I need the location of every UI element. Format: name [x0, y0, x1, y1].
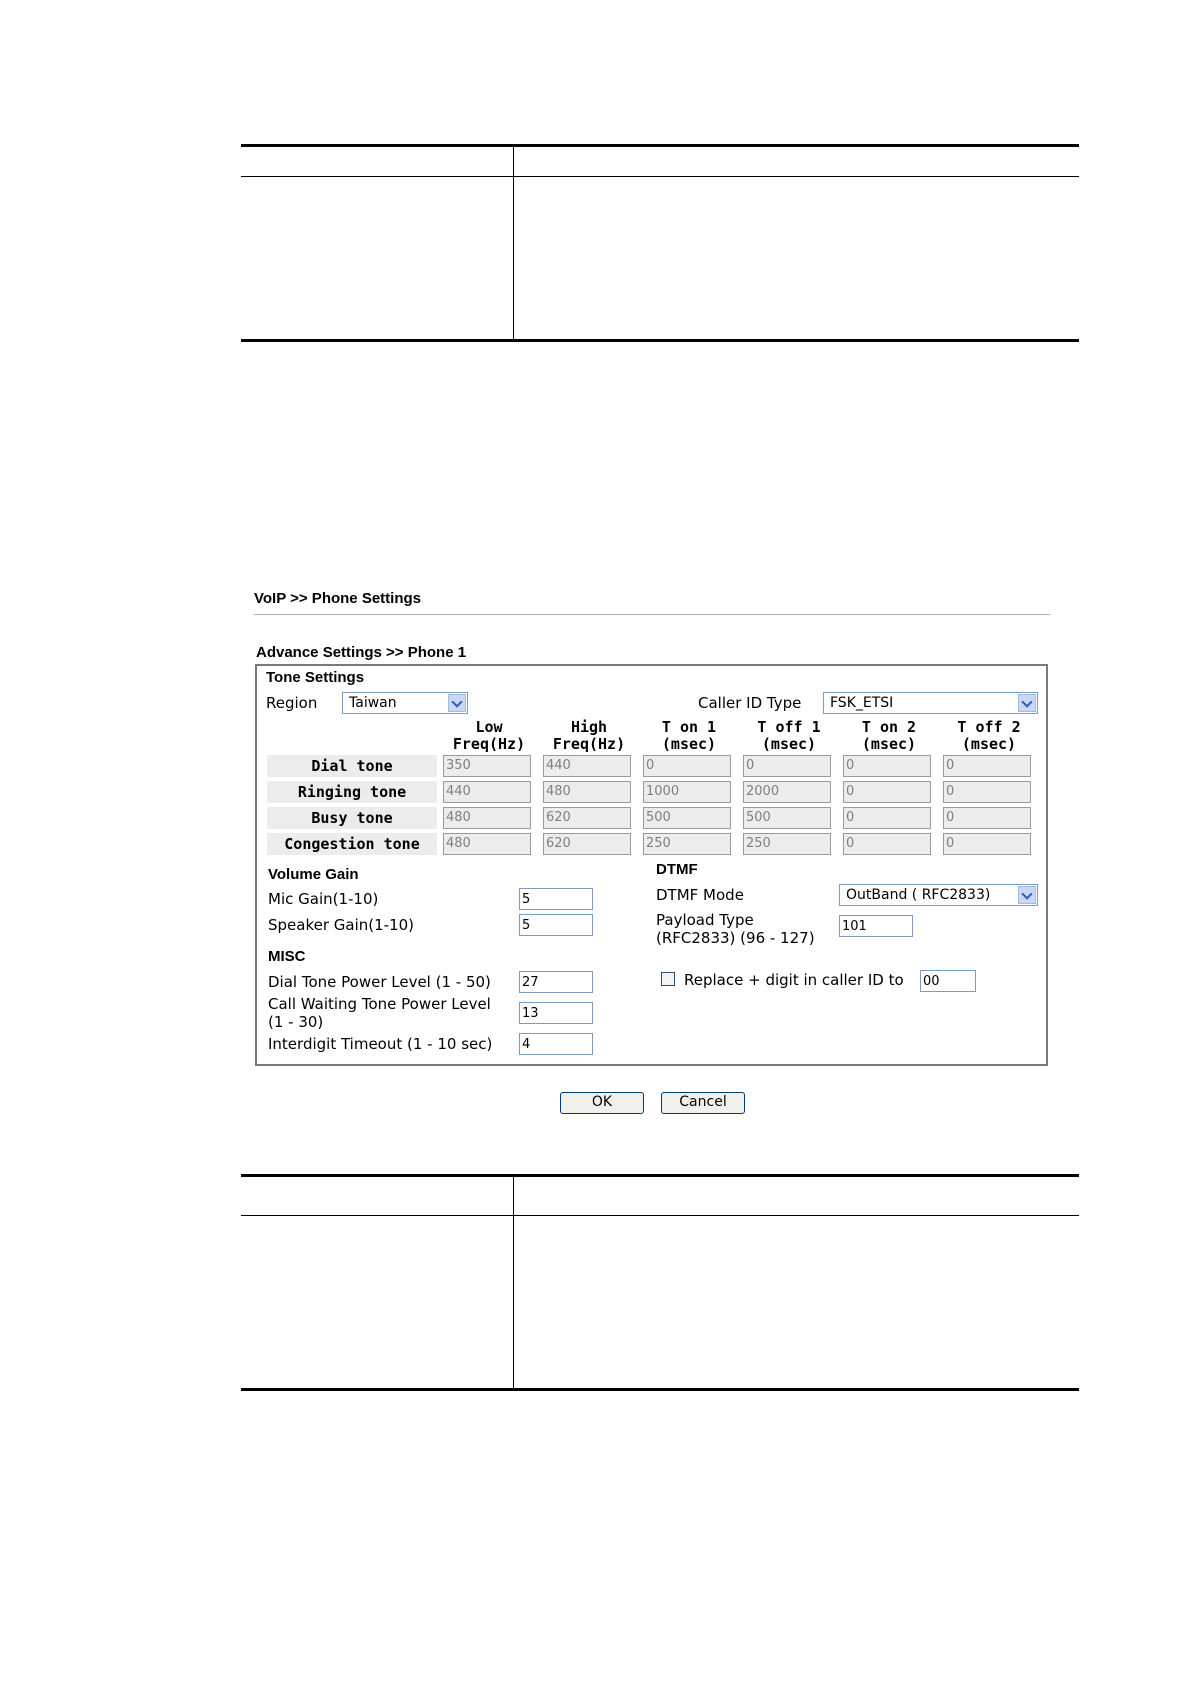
- row-label-dial-tone: Dial tone: [267, 755, 437, 777]
- caller-id-type-label: Caller ID Type: [698, 694, 802, 712]
- ringing-tone-t-off-2-input[interactable]: 0: [943, 781, 1031, 803]
- ringing-tone-low-freq-input[interactable]: 440: [443, 781, 531, 803]
- dtmf-mode-value: OutBand ( RFC2833): [846, 887, 991, 903]
- dial-tone-t-off-2-input[interactable]: 0: [943, 755, 1031, 777]
- column-header-t-on-2: T on 2 (msec): [861, 718, 917, 753]
- ringing-tone-high-freq-input[interactable]: 480: [543, 781, 631, 803]
- doc-table-column-divider: [513, 1177, 514, 1388]
- busy-tone-t-on-2-input[interactable]: 0: [843, 807, 931, 829]
- region-value: Taiwan: [349, 695, 397, 711]
- doc-table-header-rule: [241, 176, 1079, 177]
- busy-tone-t-off-1-input[interactable]: 500: [743, 807, 831, 829]
- speaker-gain-input[interactable]: 5: [519, 914, 593, 936]
- dial-tone-low-freq-input[interactable]: 350: [443, 755, 531, 777]
- replace-digit-checkbox[interactable]: [661, 972, 675, 986]
- dial-tone-t-on-1-input[interactable]: 0: [643, 755, 731, 777]
- interdigit-timeout-input[interactable]: 4: [519, 1033, 593, 1055]
- chevron-down-icon[interactable]: [448, 694, 466, 712]
- caller-id-type-select[interactable]: [823, 692, 1038, 714]
- page-title: VoIP >> Phone Settings: [254, 590, 421, 607]
- column-header-t-off-1: T off 1 (msec): [757, 718, 821, 753]
- tone-settings-title: Tone Settings: [266, 669, 365, 686]
- doc-table-bottom: [241, 1174, 1079, 1391]
- mic-gain-label: Mic Gain(1-10): [268, 890, 379, 908]
- row-label-busy-tone: Busy tone: [267, 807, 437, 829]
- dtmf-title: DTMF: [656, 861, 698, 878]
- interdigit-timeout-label: Interdigit Timeout (1 - 10 sec): [268, 1035, 493, 1053]
- settings-panel: [255, 664, 1048, 1066]
- dial-tone-high-freq-input[interactable]: 440: [543, 755, 631, 777]
- doc-table-header-rule: [241, 1215, 1079, 1216]
- doc-table-column-divider: [513, 147, 514, 339]
- busy-tone-t-off-2-input[interactable]: 0: [943, 807, 1031, 829]
- mic-gain-input[interactable]: 5: [519, 888, 593, 910]
- congestion-tone-t-off-2-input[interactable]: 0: [943, 833, 1031, 855]
- ok-button[interactable]: OK: [560, 1092, 644, 1114]
- congestion-tone-high-freq-input[interactable]: 620: [543, 833, 631, 855]
- region-label: Region: [266, 694, 318, 712]
- column-header-high-freq: High Freq(Hz): [552, 718, 626, 753]
- doc-table-top: [241, 144, 1079, 342]
- row-label-ringing-tone: Ringing tone: [267, 781, 437, 803]
- busy-tone-low-freq-input[interactable]: 480: [443, 807, 531, 829]
- ringing-tone-t-on-2-input[interactable]: 0: [843, 781, 931, 803]
- dtmf-mode-label: DTMF Mode: [656, 886, 744, 904]
- column-header-t-off-2: T off 2 (msec): [957, 718, 1021, 753]
- chevron-down-icon[interactable]: [1018, 694, 1036, 712]
- dial-tone-power-input[interactable]: 27: [519, 971, 593, 993]
- replace-digit-label: Replace + digit in caller ID to: [684, 971, 904, 989]
- call-waiting-power-input[interactable]: 13: [519, 1002, 593, 1024]
- call-waiting-power-label: Call Waiting Tone Power Level (1 - 30): [268, 995, 491, 1031]
- caller-id-type-value: FSK_ETSI: [830, 695, 894, 711]
- dial-tone-power-label: Dial Tone Power Level (1 - 50): [268, 973, 491, 991]
- dial-tone-t-off-1-input[interactable]: 0: [743, 755, 831, 777]
- row-label-congestion-tone: Congestion tone: [267, 833, 437, 855]
- busy-tone-t-on-1-input[interactable]: 500: [643, 807, 731, 829]
- breadcrumb: Advance Settings >> Phone 1: [256, 644, 467, 661]
- ringing-tone-t-on-1-input[interactable]: 1000: [643, 781, 731, 803]
- cancel-button[interactable]: Cancel: [661, 1092, 745, 1114]
- speaker-gain-label: Speaker Gain(1-10): [268, 916, 415, 934]
- column-header-low-freq: Low Freq(Hz): [452, 718, 526, 753]
- ringing-tone-t-off-1-input[interactable]: 2000: [743, 781, 831, 803]
- busy-tone-high-freq-input[interactable]: 620: [543, 807, 631, 829]
- dtmf-mode-select[interactable]: [839, 884, 1038, 906]
- region-select[interactable]: [342, 692, 468, 714]
- congestion-tone-t-on-2-input[interactable]: 0: [843, 833, 931, 855]
- volume-gain-title: Volume Gain: [268, 866, 359, 883]
- misc-title: MISC: [268, 948, 306, 965]
- payload-type-label: Payload Type (RFC2833) (96 - 127): [656, 911, 815, 947]
- congestion-tone-t-off-1-input[interactable]: 250: [743, 833, 831, 855]
- dial-tone-t-on-2-input[interactable]: 0: [843, 755, 931, 777]
- payload-type-input[interactable]: 101: [839, 915, 913, 937]
- congestion-tone-low-freq-input[interactable]: 480: [443, 833, 531, 855]
- chevron-down-icon[interactable]: [1018, 886, 1036, 904]
- congestion-tone-t-on-1-input[interactable]: 250: [643, 833, 731, 855]
- column-header-t-on-1: T on 1 (msec): [661, 718, 717, 753]
- title-divider: [254, 614, 1050, 615]
- replace-digit-input[interactable]: 00: [920, 970, 976, 992]
